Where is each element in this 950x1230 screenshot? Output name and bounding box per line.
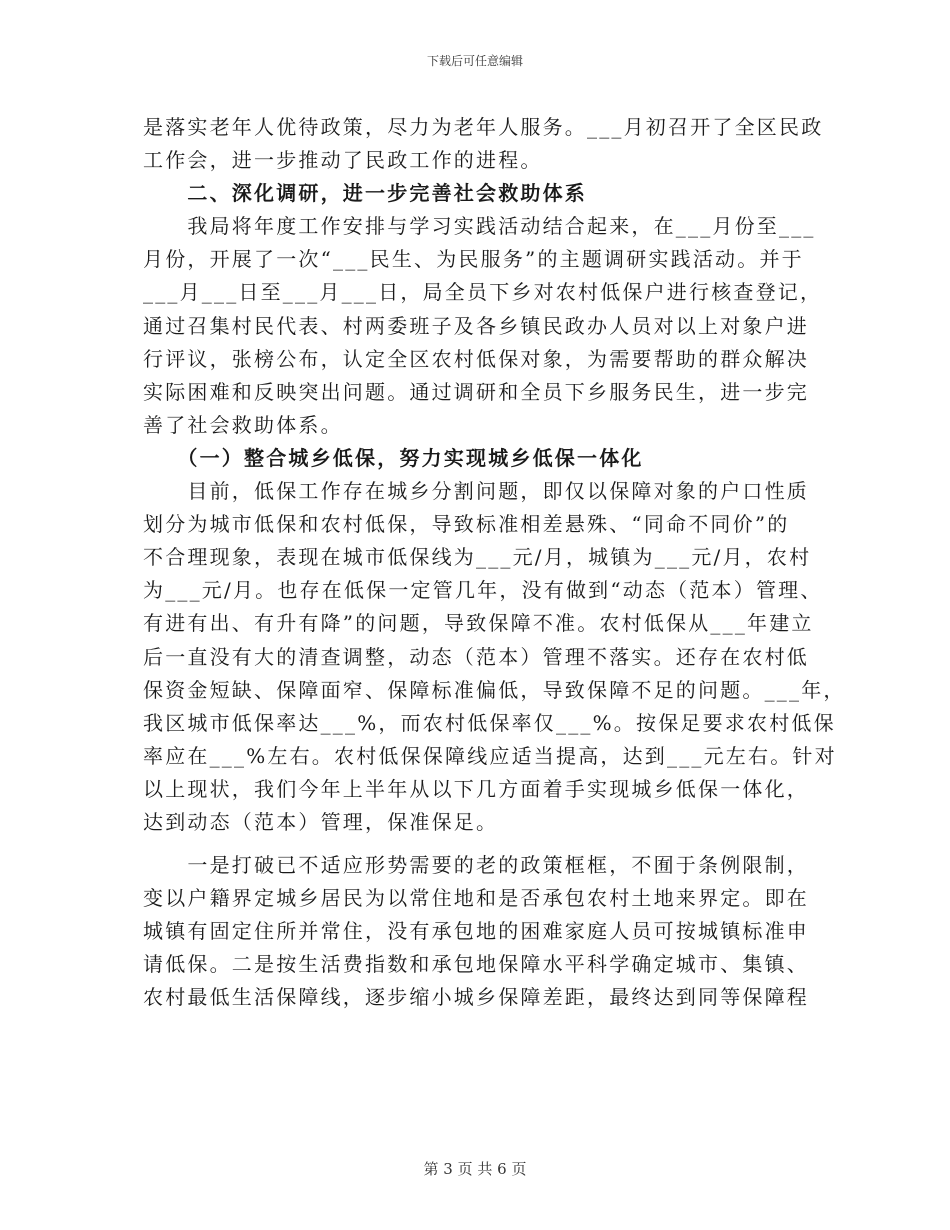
text-line: 城镇有固定住所并常住，没有承包地的困难家庭人员可按城镇标准申 [143,919,809,944]
text-line: 以上现状，我们今年上半年从以下几方面着手实现城乡低保一体化， [143,776,809,801]
section-heading: 二、深化调研，进一步完善社会救助体系 [143,181,587,206]
text-line: 保资金短缺、保障面窄、保障标准偏低，导致保障不足的问题。___年， [143,677,846,702]
text-line: 行评议，张榜公布，认定全区农村低保对象，为需要帮助的群众解决 [143,346,809,371]
page-header: 下载后可任意编辑 [426,54,523,68]
text-line: 实际困难和反映突出问题。通过调研和全员下乡服务民生，进一步完 [143,379,809,404]
text-line: 月份，开展了一次“___民生、为民服务”的主题调研实践活动。并于 [143,247,804,272]
text-line: 不合理现象，表现在城市低保线为___元/月，城镇为___元/月，农村 [143,545,812,570]
text-line: 目前，低保工作存在城乡分割问题，即仅以保障对象的户口性质 [143,479,809,504]
subsection-heading: （一）整合城乡低保，努力实现城乡低保一体化 [143,445,644,470]
text-line: 请低保。二是按生活费指数和承包地保障水平科学确定城市、集镇、 [143,952,809,977]
text-line: 后一直没有大的清查调整，动态（范本）管理不落实。还存在农村低 [143,644,809,669]
text-line: 变以户籍界定城乡居民为以常住地和是否承包农村土地来界定。即在 [143,886,809,911]
text-line: 划分为城市低保和农村低保，导致标准相差悬殊、“同命不同价”的 [143,512,790,537]
page-footer: 第 3 页 共 6 页 [423,1160,527,1178]
text-line: 达到动态（范本）管理，保准保足。 [143,809,499,834]
text-line: ___月___日至___月___日，局全员下乡对农村低保户进行核查登记， [143,280,823,305]
text-line: 有进有出、有升有降”的问题，导致保障不准。农村低保从___年建立 [143,611,814,636]
text-line: 我局将年度工作安排与学习实践活动结合起来，在___月份至___ [143,214,816,239]
text-line: 农村最低生活保障线，逐步缩小城乡保障差距，最终达到同等保障程 [143,985,809,1010]
document-body [143,111,846,1015]
text-line: 一是打破已不适应形势需要的老的政策框框，不囿于条例限制， [143,853,809,878]
text-line: 率应在___%左右。农村低保保障线应适当提高，达到___元左右。针对 [143,743,837,768]
text-line: 通过召集村民代表、村两委班子及各乡镇民政办人员对以上对象户进 [143,313,809,338]
text-line: 为___元/月。也存在低保一定管几年，没有做到“动态（范本）管理、 [143,578,823,603]
text-line: 是落实老年人优待政策，尽力为老年人服务。___月初召开了全区民政 [143,115,824,139]
text-line: 工作会，进一步推动了民政工作的进程。 [143,148,543,173]
text-line: 我区城市低保率达___%，而农村低保率仅___%。按保足要求农村低保 [143,710,836,735]
text-line: 善了社会救助体系。 [143,412,343,437]
